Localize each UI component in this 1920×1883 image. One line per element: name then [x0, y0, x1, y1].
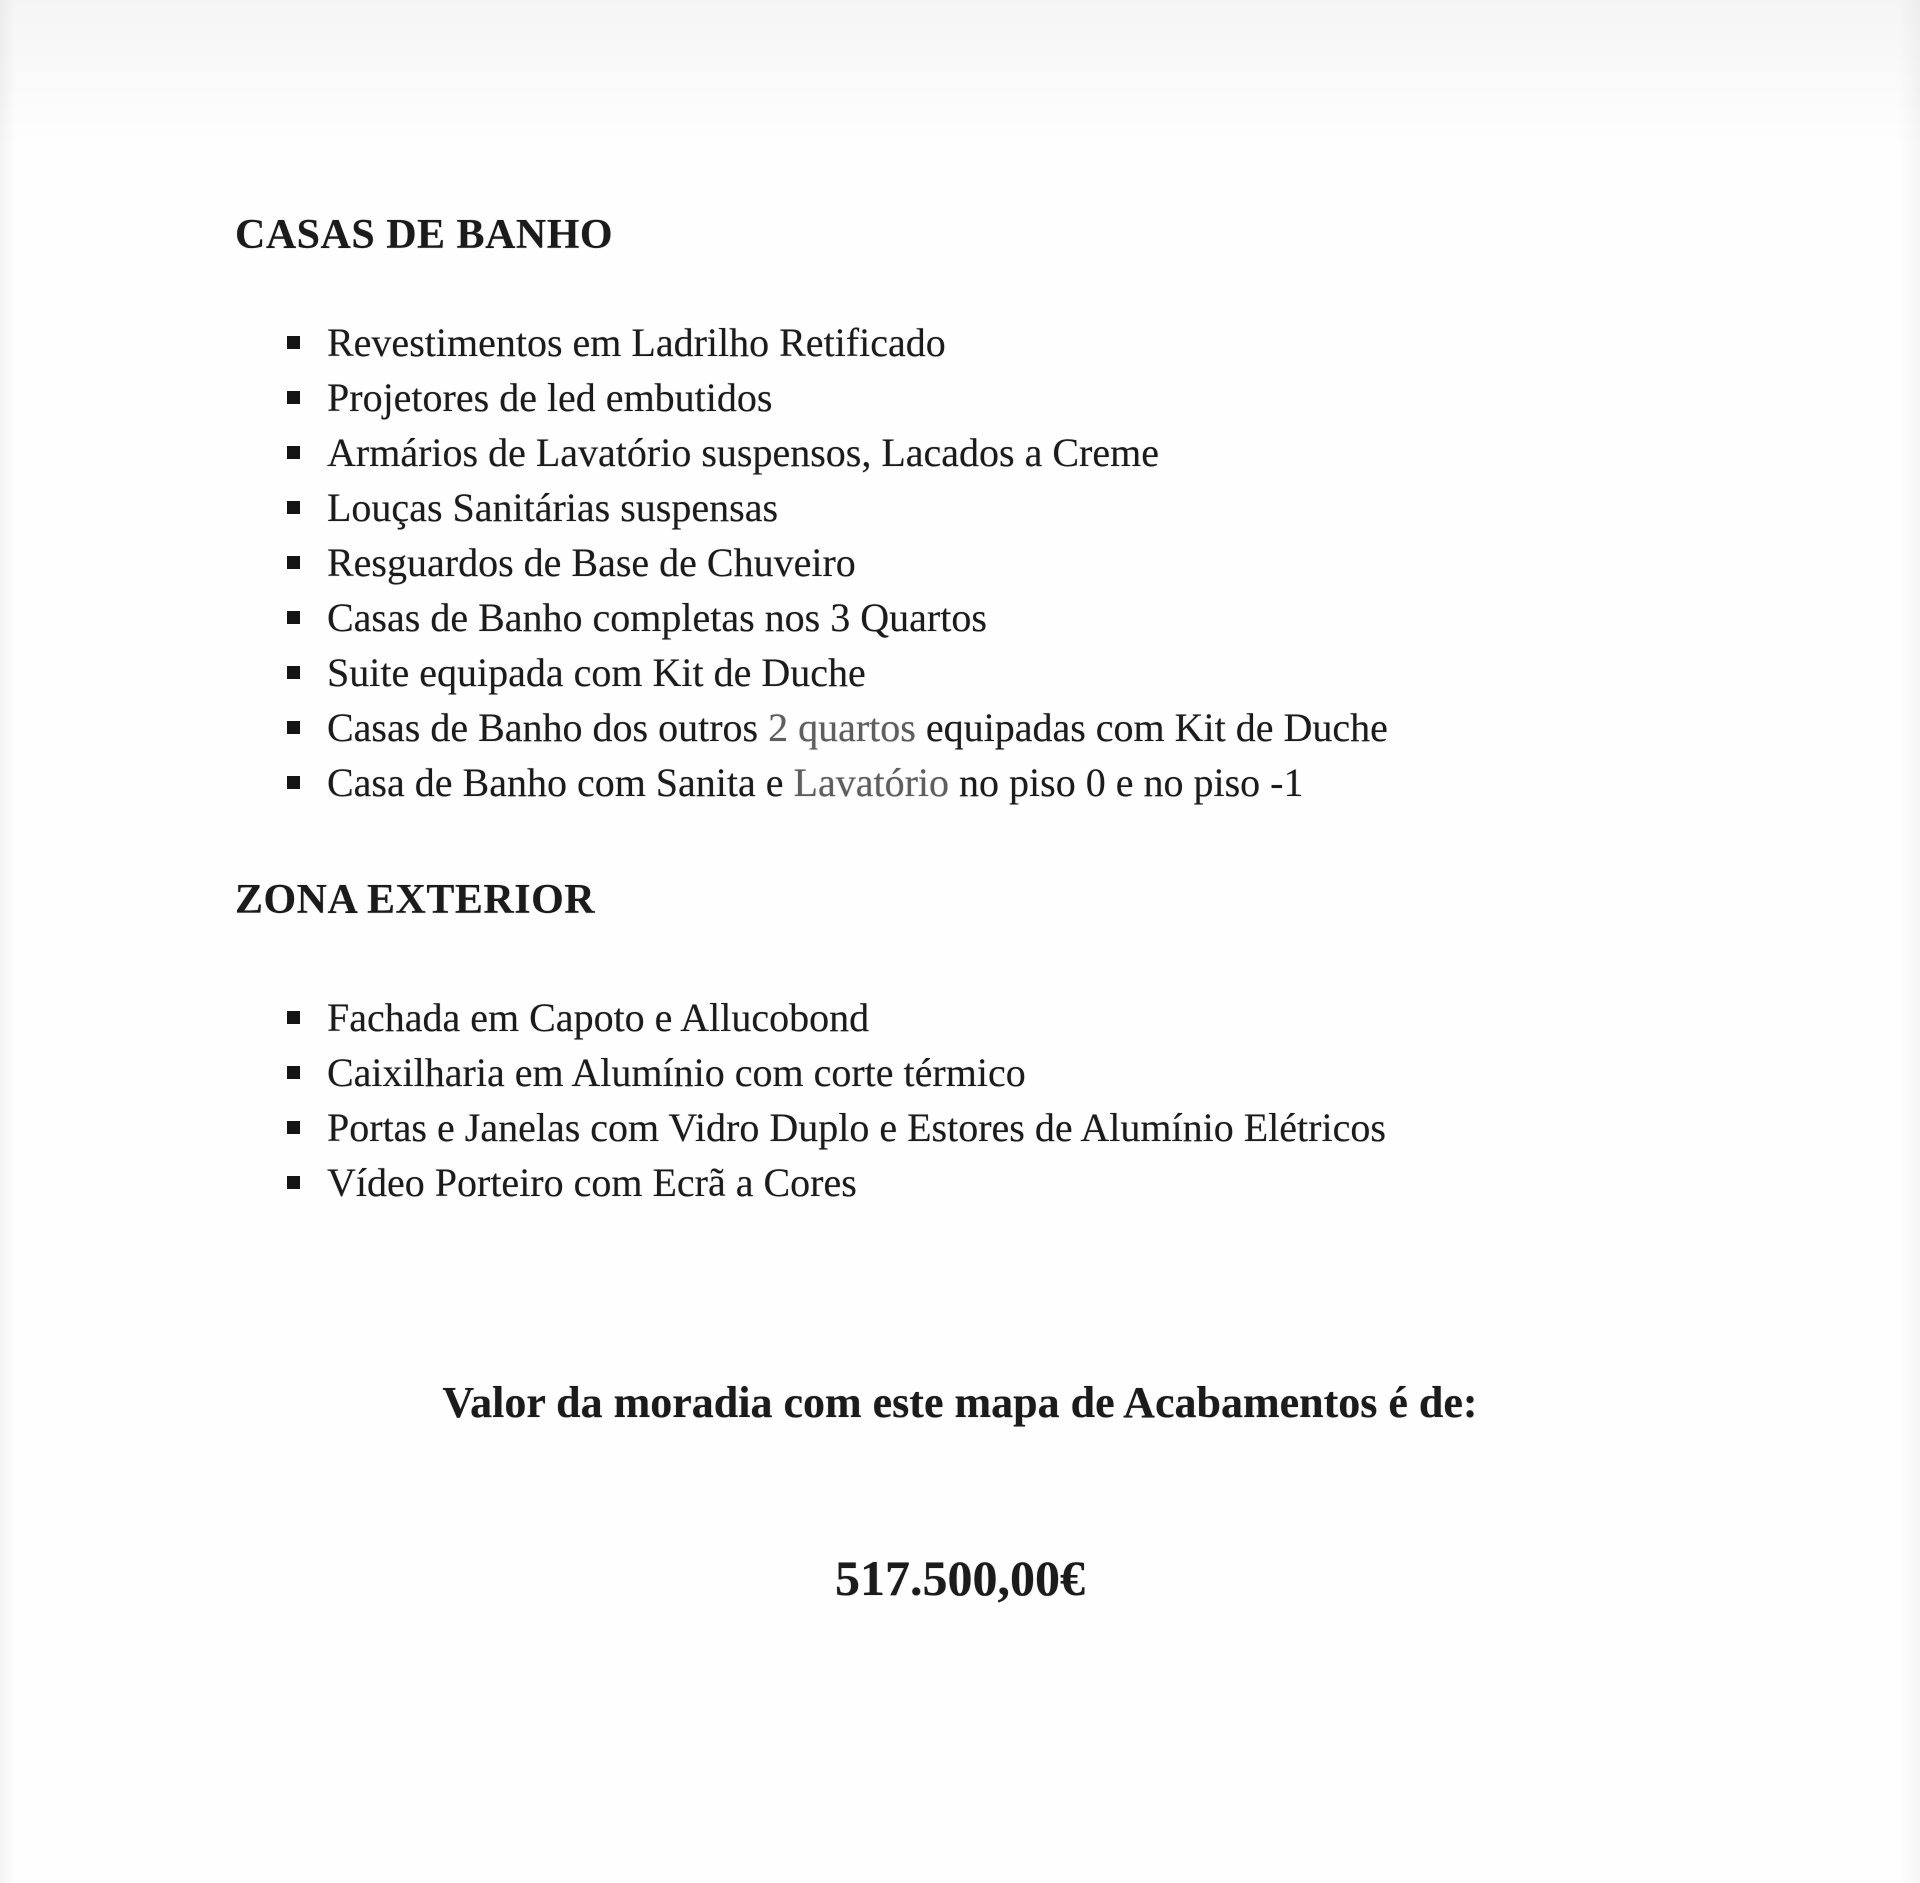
list-item	[287, 425, 1388, 480]
list-item-text-part-muted: 2 quartos	[768, 705, 916, 750]
list-item	[287, 480, 1388, 535]
list-item	[287, 535, 1388, 590]
value-statement: Valor da moradia com este mapa de Acabamentos é de:	[442, 1378, 1478, 1427]
bullet-square-icon	[287, 721, 300, 734]
list-item-text: Projetores de led embutidos	[327, 375, 773, 420]
list-item-text: Louças Sanitárias suspensas	[327, 485, 779, 530]
bullet-square-icon	[287, 501, 300, 514]
bullet-square-icon	[287, 391, 300, 404]
list-item-text: Suite equipada com Kit de Duche	[327, 650, 866, 695]
list-item-text: Fachada em Capoto e Allucobond	[327, 995, 870, 1040]
bullet-square-icon	[287, 556, 300, 569]
bullet-square-icon	[287, 1011, 300, 1024]
list-item	[287, 1045, 1386, 1100]
list-item-text: Resguardos de Base de Chuveiro	[327, 540, 856, 585]
list-item	[287, 315, 1388, 370]
bullet-square-icon	[287, 776, 300, 789]
feature-list-zona-exterior	[287, 990, 1386, 1210]
bullet-square-icon	[287, 336, 300, 349]
list-item	[287, 755, 1388, 810]
bullet-square-icon	[287, 1176, 300, 1189]
section-heading-casas-de-banho: CASAS DE BANHO	[235, 212, 614, 258]
bullet-square-icon	[287, 446, 300, 459]
list-item-text: Armários de Lavatório suspensos, Lacados a Creme	[327, 430, 1159, 475]
bullet-square-icon	[287, 666, 300, 679]
list-item-text	[327, 759, 1303, 806]
list-item	[287, 590, 1388, 645]
list-item-text: Vídeo Porteiro com Ecrã a Cores	[327, 1160, 857, 1205]
bullet-square-icon	[287, 611, 300, 624]
list-item-text: Portas e Janelas com Vidro Duplo e Estores de Alumínio Elétricos	[327, 1105, 1386, 1150]
price-value: 517.500,00€	[835, 1550, 1085, 1606]
list-item	[287, 990, 1386, 1045]
list-item-text: Revestimentos em Ladrilho Retificado	[327, 320, 946, 365]
bullet-square-icon	[287, 1066, 300, 1079]
list-item-text: Caixilharia em Alumínio com corte térmico	[327, 1050, 1026, 1095]
list-item-text	[327, 704, 1388, 751]
feature-list-casas-de-banho	[287, 315, 1388, 810]
bullet-square-icon	[287, 1121, 300, 1134]
list-item-text-part: Casas de Banho dos outros	[327, 705, 769, 750]
list-item	[287, 1155, 1386, 1210]
list-item-text-part: Casa de Banho com Sanita e	[327, 760, 794, 805]
section-heading-zona-exterior: ZONA EXTERIOR	[235, 877, 596, 923]
list-item-text: Casas de Banho completas nos 3 Quartos	[327, 595, 987, 640]
list-item	[287, 700, 1388, 755]
list-item-text-part-muted: Lavatório	[793, 760, 950, 805]
list-item	[287, 370, 1388, 425]
list-item	[287, 645, 1388, 700]
list-item-text-part: equipadas com Kit de Duche	[915, 705, 1388, 750]
list-item	[287, 1100, 1386, 1155]
list-item-text-part: no piso 0 e no piso -1	[949, 760, 1304, 805]
